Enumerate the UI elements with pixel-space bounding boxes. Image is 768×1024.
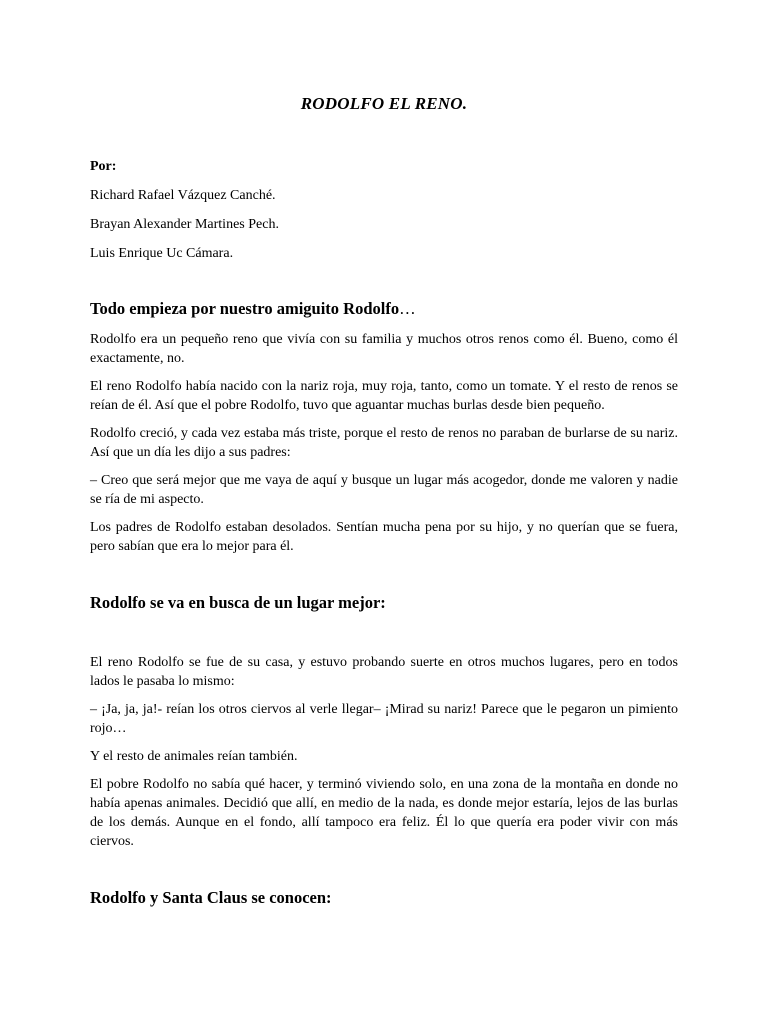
document-title: RODOLFO EL RENO. bbox=[300, 94, 468, 113]
author-name: Richard Rafael Vázquez Canché. bbox=[90, 188, 276, 203]
author-name: Brayan Alexander Martines Pech. bbox=[90, 217, 279, 232]
paragraph: – ¡Ja, ja, ja!- reían los otros ciervos al verle llegar– ¡Mirad su nariz! Parece que le pegaron un pimiento rojo… bbox=[90, 702, 678, 736]
section-heading-ellipsis: … bbox=[399, 299, 416, 318]
section-heading-text: Todo empieza por nuestro amiguito Rodolfo bbox=[90, 299, 400, 318]
author-name: Luis Enrique Uc Cámara. bbox=[90, 246, 234, 261]
section-heading bbox=[90, 298, 678, 320]
byline-label: Por: bbox=[90, 159, 117, 174]
paragraph: Rodolfo era un pequeño reno que vivía con su familia y muchos otros renos como él. Bueno, como él exactamente, no. bbox=[90, 332, 678, 366]
paragraph: El reno Rodolfo se fue de su casa, y estuvo probando suerte en otros muchos lugares, pero en todos lados le pasaba lo mismo: bbox=[90, 655, 678, 689]
paragraph: Rodolfo creció, y cada vez estaba más triste, porque el resto de renos no paraban de burlarse de su nariz. Así que un día les dijo a sus padres: bbox=[90, 426, 678, 460]
paragraph: El pobre Rodolfo no sabía qué hacer, y terminó viviendo solo, en una zona de la montaña en donde no había apenas animales. Decidió que allí, en medio de la nada, es donde mejor estaría, lejos de las burlas de los demás. Aunque en el fondo, allí tampoco era feliz. Él lo que quería era poder vivir con más ciervos. bbox=[90, 777, 678, 849]
paragraph: – Creo que será mejor que me vaya de aquí y busque un lugar más acogedor, donde me valoren y nadie se ría de mi aspecto. bbox=[90, 473, 678, 507]
author-block bbox=[90, 159, 690, 275]
paragraph: Y el resto de animales reían también. bbox=[90, 749, 298, 764]
section-heading bbox=[90, 592, 678, 614]
paragraph: El reno Rodolfo había nacido con la nariz roja, muy roja, tanto, como un tomate. Y el resto de renos se reían de él. Así que el pobre Rodolfo, tuvo que aguantar muchas burlas desde bien pequeño. bbox=[90, 379, 678, 413]
section-heading-text: Rodolfo y Santa Claus se conocen: bbox=[90, 888, 332, 907]
section-heading bbox=[90, 887, 678, 909]
section-heading-text: Rodolfo se va en busca de un lugar mejor: bbox=[90, 593, 386, 612]
document-body bbox=[90, 298, 678, 909]
paragraph: Los padres de Rodolfo estaban desolados. Sentían mucha pena por su hijo, y no querían que se fuera, pero sabían que era lo mejor para él. bbox=[90, 520, 678, 554]
